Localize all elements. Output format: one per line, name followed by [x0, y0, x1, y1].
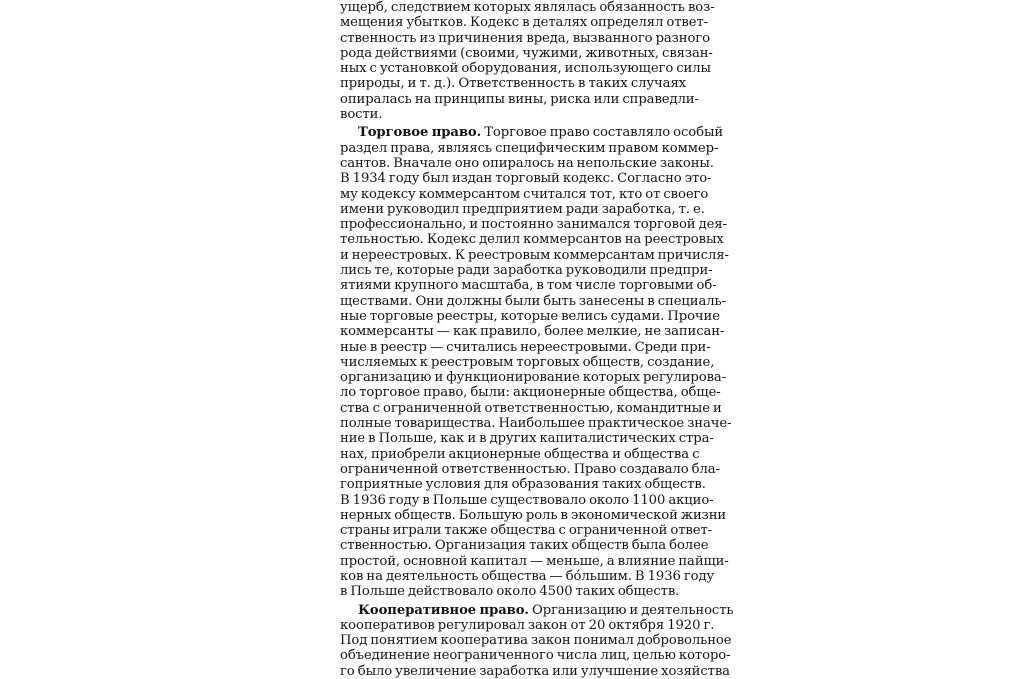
text-line: ные торговые реестры, которые велись судами. Прочие: [340, 308, 720, 324]
text-line: ние в Польше, как и в других капиталистических стра-: [340, 431, 714, 447]
text-line: В 1934 году был издан торговый кодекс. Согласно это-: [340, 171, 712, 187]
text-line: рода действиями (своими, чужими, животных, связан-: [340, 45, 713, 61]
text-line: ществами. Они должны были быть занесены в специаль-: [340, 293, 726, 309]
text-line: лись те, которые ради заработка руководили предпри-: [340, 263, 713, 279]
text-line: коммерсанты — как правило, более мелкие, не записан-: [340, 324, 725, 340]
text-line: в Польше действовало около 4500 таких обществ.: [340, 584, 680, 600]
text-line: ущерб, следствием которых являлась обязанность воз-: [340, 0, 715, 15]
paragraph-tort-liability: [340, 0, 715, 123]
text-line: имени руководил предприятием ради заработка, т. е.: [340, 201, 705, 217]
section-heading-cooperative-law: Кооперативное право.: [358, 602, 529, 618]
text-line: страны играли также общества с ограниченной ответ-: [340, 523, 713, 539]
text-line: полные товарищества. Наибольшее практическое значе-: [340, 416, 732, 432]
text-line: ло торговое право, были: акционерные общества, обще-: [340, 385, 721, 401]
text-line: ственность из причинения вреда, вызванного разного: [340, 30, 710, 46]
text-line: вости.: [340, 107, 383, 123]
text-line: объединение неограниченного числа лиц, целью которо-: [340, 648, 731, 664]
paragraph-cooperative-law: [340, 602, 734, 679]
text-line: нерных обществ. Большую роль в экономической жизни: [340, 507, 727, 523]
text-line: профессионально, и постоянно занимался торговой дея-: [340, 217, 727, 233]
text-line: го было увеличение заработка или улучшение хозяйства: [340, 663, 730, 679]
text-line: числяемых к реестровым торговых обществ, создание,: [340, 354, 715, 370]
text-line: кооперативов регулировал закон от 20 октября 1920 г.: [340, 617, 715, 633]
text-line: простой, основной капитал — меньше, а влияние пайщи-: [340, 553, 729, 569]
text-line: опиралась на принципы вины, риска или справедли-: [340, 91, 699, 107]
text-line: тельностью. Кодекс делил коммерсантов на реестровых: [340, 232, 724, 248]
text-line: и нереестровых. К реестровым коммерсантам причисля-: [340, 247, 729, 263]
text-line: ограниченной ответственностью. Право создавало бла-: [340, 461, 720, 477]
text-line: Под понятием кооператива закон понимал добровольное: [340, 633, 732, 649]
text-line: природы, и т. д.). Ответственность в таких случаях: [340, 76, 686, 92]
text-line: мещения убытков. Кодекс в деталях определял ответ-: [340, 15, 708, 31]
text-line: ков на деятельность общества — бо́льшим. В 1936 году: [340, 568, 715, 584]
text-line: ные в реестр — считались нереестровыми. Среди при-: [340, 339, 711, 355]
text-line: ятиями крупного масштаба, в том числе торговыми об-: [340, 278, 717, 294]
text-line: гоприятные условия для образования таких обществ.: [340, 477, 706, 493]
section-heading-trade-law: Торговое право.: [358, 125, 482, 141]
text-line: сантов. Вначале оно опиралось на непольские законы.: [340, 155, 714, 171]
text-line: ства с ограниченной ответственностью, командитные и: [340, 400, 722, 416]
text-line: организацию и функционирование которых регулирова-: [340, 370, 727, 386]
scanned-book-page: [340, 0, 734, 679]
text-line-fragment: Торговое право составляло особый: [481, 125, 724, 141]
text-line-fragment: Организацию и деятельность: [528, 602, 734, 618]
text-line: нах, приобрели акционерные общества и общества с: [340, 446, 700, 462]
text-line: [340, 602, 734, 618]
text-line: ных с установкой оборудования, использующего силы: [340, 61, 711, 77]
text-line: му кодексу коммерсантом считался тот, кто от своего: [340, 186, 709, 202]
paragraph-trade-law: [340, 125, 732, 600]
text-line: [340, 125, 724, 141]
text-line: В 1936 году в Польше существовало около 1100 акцио-: [340, 492, 714, 508]
text-line: ственностью. Организация таких обществ была более: [340, 538, 709, 554]
text-line: раздел права, являясь специфическим правом коммер-: [340, 140, 719, 156]
